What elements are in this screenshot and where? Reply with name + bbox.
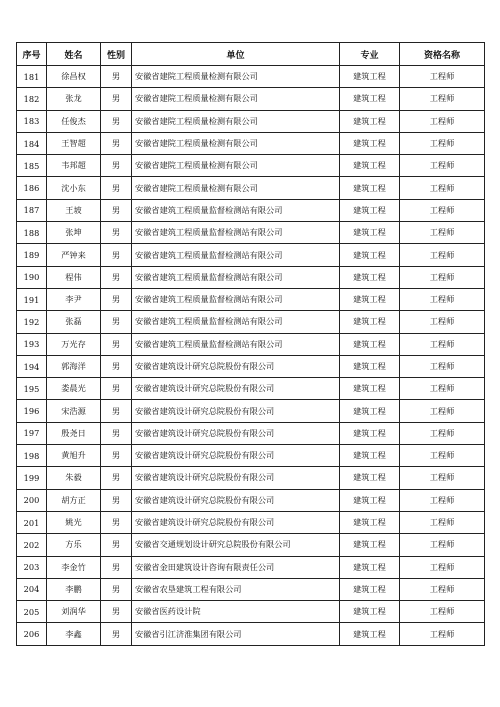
cell-major: 建筑工程 xyxy=(340,578,400,600)
cell-major: 建筑工程 xyxy=(340,422,400,444)
cell-qualification: 工程师 xyxy=(400,88,485,110)
cell-gender: 男 xyxy=(101,534,132,556)
cell-qualification: 工程师 xyxy=(400,378,485,400)
cell-name: 黄旭升 xyxy=(47,445,101,467)
cell-major: 建筑工程 xyxy=(340,333,400,355)
cell-unit: 安徽省建筑设计研究总院股份有限公司 xyxy=(132,355,340,377)
cell-index: 200 xyxy=(17,489,47,511)
table-row xyxy=(17,333,485,355)
cell-gender: 男 xyxy=(101,311,132,333)
cell-gender: 男 xyxy=(101,110,132,132)
table-body xyxy=(17,66,485,646)
cell-unit: 安徽省建筑设计研究总院股份有限公司 xyxy=(132,400,340,422)
cell-index: 203 xyxy=(17,556,47,578)
cell-name: 李尹 xyxy=(47,288,101,310)
table-row xyxy=(17,489,485,511)
cell-unit: 安徽省引江济淮集团有限公司 xyxy=(132,623,340,645)
cell-index: 199 xyxy=(17,467,47,489)
cell-qualification: 工程师 xyxy=(400,311,485,333)
cell-unit: 安徽省建院工程质量检测有限公司 xyxy=(132,132,340,154)
cell-gender: 男 xyxy=(101,177,132,199)
cell-gender: 男 xyxy=(101,266,132,288)
cell-index: 202 xyxy=(17,534,47,556)
cell-index: 194 xyxy=(17,355,47,377)
cell-major: 建筑工程 xyxy=(340,623,400,645)
cell-gender: 男 xyxy=(101,132,132,154)
cell-major: 建筑工程 xyxy=(340,132,400,154)
cell-major: 建筑工程 xyxy=(340,244,400,266)
cell-name: 程伟 xyxy=(47,266,101,288)
table-row xyxy=(17,467,485,489)
cell-unit: 安徽省建筑设计研究总院股份有限公司 xyxy=(132,467,340,489)
cell-qualification: 工程师 xyxy=(400,333,485,355)
cell-gender: 男 xyxy=(101,355,132,377)
cell-name: 娄晨光 xyxy=(47,378,101,400)
cell-unit: 安徽省建筑设计研究总院股份有限公司 xyxy=(132,489,340,511)
cell-index: 185 xyxy=(17,155,47,177)
cell-major: 建筑工程 xyxy=(340,222,400,244)
cell-name: 张龙 xyxy=(47,88,101,110)
cell-unit: 安徽省建筑工程质量监督检测站有限公司 xyxy=(132,333,340,355)
cell-unit: 安徽省建筑工程质量监督检测站有限公司 xyxy=(132,288,340,310)
cell-qualification: 工程师 xyxy=(400,266,485,288)
cell-name: 李金竹 xyxy=(47,556,101,578)
cell-major: 建筑工程 xyxy=(340,266,400,288)
cell-major: 建筑工程 xyxy=(340,534,400,556)
cell-unit: 安徽省建筑工程质量监督检测站有限公司 xyxy=(132,266,340,288)
cell-index: 182 xyxy=(17,88,47,110)
header-major: 专业 xyxy=(340,43,400,66)
cell-index: 201 xyxy=(17,511,47,533)
cell-qualification: 工程师 xyxy=(400,467,485,489)
table-row xyxy=(17,445,485,467)
cell-major: 建筑工程 xyxy=(340,378,400,400)
cell-index: 193 xyxy=(17,333,47,355)
cell-major: 建筑工程 xyxy=(340,556,400,578)
cell-index: 191 xyxy=(17,288,47,310)
cell-name: 张坤 xyxy=(47,222,101,244)
cell-name: 任俊杰 xyxy=(47,110,101,132)
cell-gender: 男 xyxy=(101,378,132,400)
header-gender: 性别 xyxy=(101,43,132,66)
cell-gender: 男 xyxy=(101,601,132,623)
cell-index: 192 xyxy=(17,311,47,333)
cell-qualification: 工程师 xyxy=(400,511,485,533)
cell-qualification: 工程师 xyxy=(400,288,485,310)
cell-unit: 安徽省建筑设计研究总院股份有限公司 xyxy=(132,422,340,444)
qualification-table xyxy=(16,42,485,646)
cell-gender: 男 xyxy=(101,445,132,467)
cell-qualification: 工程师 xyxy=(400,177,485,199)
table-header xyxy=(17,43,485,66)
cell-unit: 安徽省建院工程质量检测有限公司 xyxy=(132,110,340,132)
table-row xyxy=(17,266,485,288)
cell-index: 181 xyxy=(17,66,47,88)
roster-sheet xyxy=(16,42,484,646)
cell-gender: 男 xyxy=(101,155,132,177)
cell-unit: 安徽省建院工程质量检测有限公司 xyxy=(132,177,340,199)
cell-qualification: 工程师 xyxy=(400,489,485,511)
cell-major: 建筑工程 xyxy=(340,400,400,422)
table-row xyxy=(17,110,485,132)
table-row xyxy=(17,132,485,154)
table-row xyxy=(17,177,485,199)
table-row xyxy=(17,66,485,88)
cell-unit: 安徽省农垦建筑工程有限公司 xyxy=(132,578,340,600)
cell-qualification: 工程师 xyxy=(400,445,485,467)
cell-gender: 男 xyxy=(101,623,132,645)
table-row xyxy=(17,378,485,400)
table-row xyxy=(17,578,485,600)
table-row xyxy=(17,556,485,578)
table-row xyxy=(17,422,485,444)
cell-index: 206 xyxy=(17,623,47,645)
header-unit: 单位 xyxy=(132,43,340,66)
cell-major: 建筑工程 xyxy=(340,288,400,310)
cell-gender: 男 xyxy=(101,578,132,600)
cell-name: 沈小东 xyxy=(47,177,101,199)
table-row xyxy=(17,311,485,333)
cell-major: 建筑工程 xyxy=(340,311,400,333)
cell-unit: 安徽省建筑工程质量监督检测站有限公司 xyxy=(132,199,340,221)
cell-qualification: 工程师 xyxy=(400,66,485,88)
cell-name: 胡方正 xyxy=(47,489,101,511)
cell-major: 建筑工程 xyxy=(340,489,400,511)
cell-index: 205 xyxy=(17,601,47,623)
cell-name: 宋浩源 xyxy=(47,400,101,422)
cell-index: 195 xyxy=(17,378,47,400)
cell-name: 殷尧日 xyxy=(47,422,101,444)
cell-gender: 男 xyxy=(101,467,132,489)
cell-unit: 安徽省交通规划设计研究总院股份有限公司 xyxy=(132,534,340,556)
cell-name: 姚光 xyxy=(47,511,101,533)
table-row xyxy=(17,400,485,422)
cell-gender: 男 xyxy=(101,556,132,578)
cell-name: 严钟来 xyxy=(47,244,101,266)
cell-qualification: 工程师 xyxy=(400,199,485,221)
header-name: 姓名 xyxy=(47,43,101,66)
cell-gender: 男 xyxy=(101,489,132,511)
table-row xyxy=(17,199,485,221)
cell-qualification: 工程师 xyxy=(400,155,485,177)
cell-major: 建筑工程 xyxy=(340,511,400,533)
cell-name: 王坡 xyxy=(47,199,101,221)
cell-major: 建筑工程 xyxy=(340,155,400,177)
cell-unit: 安徽省建筑工程质量监督检测站有限公司 xyxy=(132,311,340,333)
cell-gender: 男 xyxy=(101,88,132,110)
cell-name: 李鹏 xyxy=(47,578,101,600)
table-row xyxy=(17,222,485,244)
cell-index: 187 xyxy=(17,199,47,221)
cell-unit: 安徽省金田建筑设计咨询有限责任公司 xyxy=(132,556,340,578)
table-row xyxy=(17,601,485,623)
cell-index: 198 xyxy=(17,445,47,467)
table-row xyxy=(17,534,485,556)
cell-gender: 男 xyxy=(101,244,132,266)
cell-major: 建筑工程 xyxy=(340,110,400,132)
cell-qualification: 工程师 xyxy=(400,623,485,645)
header-index: 序号 xyxy=(17,43,47,66)
cell-unit: 安徽省建院工程质量检测有限公司 xyxy=(132,66,340,88)
cell-name: 朱毅 xyxy=(47,467,101,489)
cell-major: 建筑工程 xyxy=(340,88,400,110)
table-row xyxy=(17,355,485,377)
cell-gender: 男 xyxy=(101,511,132,533)
cell-index: 188 xyxy=(17,222,47,244)
cell-major: 建筑工程 xyxy=(340,177,400,199)
cell-major: 建筑工程 xyxy=(340,601,400,623)
cell-qualification: 工程师 xyxy=(400,400,485,422)
cell-unit: 安徽省建筑工程质量监督检测站有限公司 xyxy=(132,222,340,244)
cell-name: 王智超 xyxy=(47,132,101,154)
cell-name: 郭海洋 xyxy=(47,355,101,377)
cell-major: 建筑工程 xyxy=(340,199,400,221)
cell-unit: 安徽省建院工程质量检测有限公司 xyxy=(132,88,340,110)
cell-name: 徐昌权 xyxy=(47,66,101,88)
cell-index: 197 xyxy=(17,422,47,444)
cell-gender: 男 xyxy=(101,199,132,221)
cell-unit: 安徽省建筑工程质量监督检测站有限公司 xyxy=(132,244,340,266)
cell-unit: 安徽省建院工程质量检测有限公司 xyxy=(132,155,340,177)
cell-gender: 男 xyxy=(101,66,132,88)
header-qualification: 资格名称 xyxy=(400,43,485,66)
cell-index: 196 xyxy=(17,400,47,422)
cell-qualification: 工程师 xyxy=(400,422,485,444)
header-row xyxy=(17,43,485,66)
cell-qualification: 工程师 xyxy=(400,556,485,578)
cell-major: 建筑工程 xyxy=(340,467,400,489)
cell-major: 建筑工程 xyxy=(340,355,400,377)
table-row xyxy=(17,288,485,310)
cell-index: 184 xyxy=(17,132,47,154)
cell-name: 韦邦超 xyxy=(47,155,101,177)
table-row xyxy=(17,623,485,645)
table-row xyxy=(17,244,485,266)
cell-index: 204 xyxy=(17,578,47,600)
cell-name: 李鑫 xyxy=(47,623,101,645)
cell-name: 刘润华 xyxy=(47,601,101,623)
cell-major: 建筑工程 xyxy=(340,445,400,467)
cell-qualification: 工程师 xyxy=(400,244,485,266)
table-row xyxy=(17,88,485,110)
cell-qualification: 工程师 xyxy=(400,355,485,377)
cell-qualification: 工程师 xyxy=(400,578,485,600)
cell-index: 186 xyxy=(17,177,47,199)
cell-gender: 男 xyxy=(101,288,132,310)
cell-name: 万光存 xyxy=(47,333,101,355)
cell-index: 189 xyxy=(17,244,47,266)
cell-gender: 男 xyxy=(101,422,132,444)
cell-gender: 男 xyxy=(101,400,132,422)
cell-qualification: 工程师 xyxy=(400,222,485,244)
cell-index: 190 xyxy=(17,266,47,288)
cell-index: 183 xyxy=(17,110,47,132)
cell-gender: 男 xyxy=(101,333,132,355)
cell-qualification: 工程师 xyxy=(400,601,485,623)
cell-qualification: 工程师 xyxy=(400,534,485,556)
table-row xyxy=(17,511,485,533)
cell-unit: 安徽省建筑设计研究总院股份有限公司 xyxy=(132,378,340,400)
cell-unit: 安徽省建筑设计研究总院股份有限公司 xyxy=(132,445,340,467)
cell-qualification: 工程师 xyxy=(400,132,485,154)
cell-unit: 安徽省建筑设计研究总院股份有限公司 xyxy=(132,511,340,533)
table-row xyxy=(17,155,485,177)
cell-name: 张磊 xyxy=(47,311,101,333)
cell-qualification: 工程师 xyxy=(400,110,485,132)
cell-major: 建筑工程 xyxy=(340,66,400,88)
cell-gender: 男 xyxy=(101,222,132,244)
cell-unit: 安徽省医药设计院 xyxy=(132,601,340,623)
cell-name: 方乐 xyxy=(47,534,101,556)
